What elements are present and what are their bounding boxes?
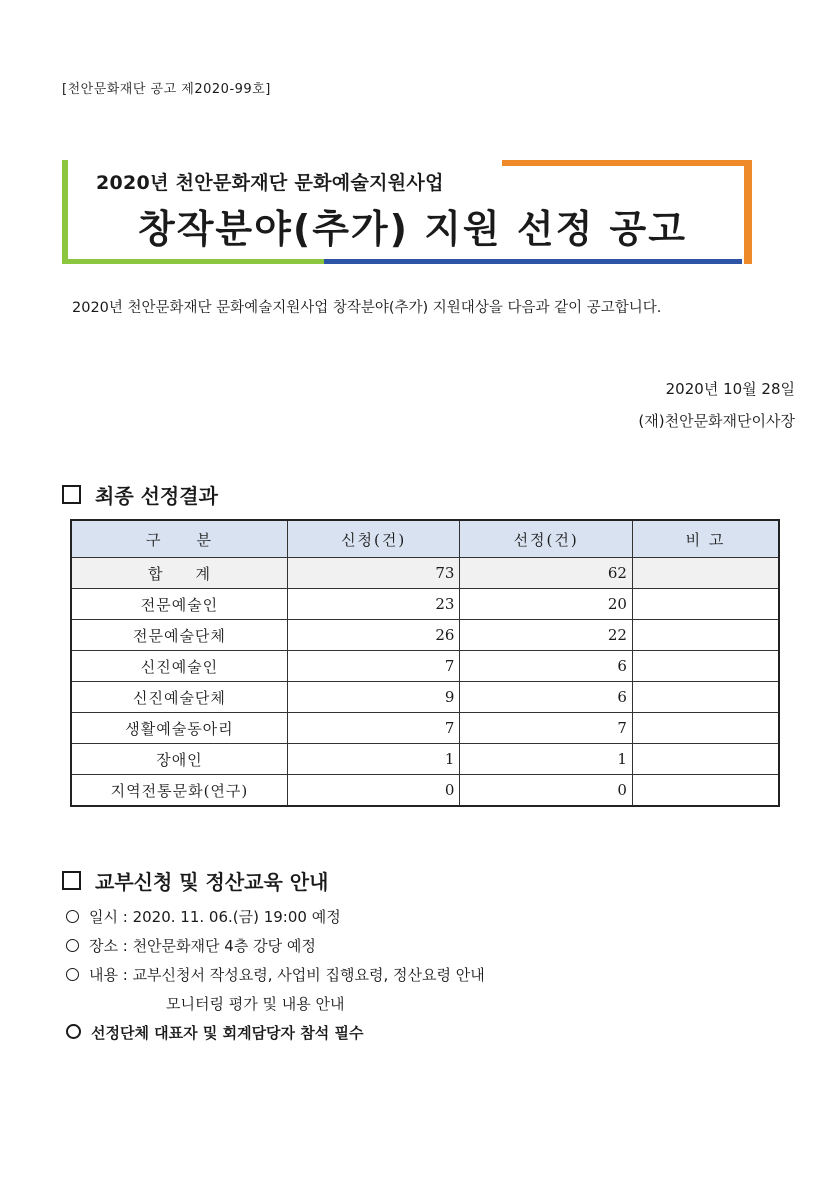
section-education-title: 교부신청 및 정산교육 안내	[95, 870, 329, 894]
row-applied: 7	[287, 713, 460, 744]
circle-bullet-icon	[66, 939, 79, 952]
row-selected: 1	[460, 744, 633, 775]
table-row	[71, 775, 779, 807]
info-item-content-continued	[166, 993, 344, 1014]
row-applied: 7	[287, 651, 460, 682]
info-text: 모니터링 평가 및 내용 안내	[166, 995, 345, 1013]
row-selected: 7	[460, 713, 633, 744]
table-row	[71, 651, 779, 682]
intro-text: 2020년 천안문화재단 문화예술지원사업 창작분야(추가) 지원대상을 다음과 같이 공고합니다.	[72, 300, 662, 316]
row-applied: 9	[287, 682, 460, 713]
table-row	[71, 744, 779, 775]
row-note	[632, 713, 779, 744]
header-applied: 신청(건)	[287, 520, 460, 558]
row-selected: 0	[460, 775, 633, 807]
table-row	[71, 713, 779, 744]
title-border-green	[62, 160, 68, 264]
table-header-row	[71, 520, 779, 558]
announcement-date: 2020년 10월 28일	[665, 380, 795, 398]
row-note	[632, 744, 779, 775]
row-category: 생활예술동아리	[71, 713, 287, 744]
row-category: 지역전통문화(연구)	[71, 775, 287, 807]
page-title: 창작분야(추가) 지원 선정 공고	[138, 207, 687, 251]
info-text: 내용 : 교부신청서 작성요령, 사업비 집행요령, 정산요령 안내	[89, 966, 485, 984]
header-note: 비 고	[632, 520, 779, 558]
info-text: 일시 : 2020. 11. 06.(금) 19:00 예정	[89, 908, 341, 926]
signer: (재)천안문화재단이사장	[638, 412, 795, 430]
row-note	[632, 775, 779, 807]
row-applied: 1	[287, 744, 460, 775]
title-subtitle: 2020년 천안문화재단 문화예술지원사업	[96, 172, 444, 194]
attendance-notice	[66, 1022, 363, 1043]
row-note	[632, 682, 779, 713]
row-selected: 6	[460, 682, 633, 713]
row-category: 신진예술단체	[71, 682, 287, 713]
row-category: 신진예술인	[71, 651, 287, 682]
table-row-total	[71, 558, 779, 589]
title-border-blue	[324, 259, 742, 264]
row-selected: 62	[460, 558, 633, 589]
title-border-orange-top	[502, 160, 752, 166]
table-row	[71, 620, 779, 651]
row-note	[632, 620, 779, 651]
section-result-title: 최종 선정결과	[95, 484, 218, 508]
row-applied: 23	[287, 589, 460, 620]
row-category: 전문예술단체	[71, 620, 287, 651]
info-text: 장소 : 천안문화재단 4층 강당 예정	[89, 937, 316, 955]
title-box	[62, 160, 752, 264]
table-row	[71, 589, 779, 620]
title-border-orange	[744, 160, 752, 264]
row-selected: 20	[460, 589, 633, 620]
circle-bullet-icon	[66, 1024, 81, 1039]
checkbox-square-icon	[62, 485, 81, 504]
notice-number: [천안문화재단 공고 제2020-99호]	[62, 82, 271, 97]
row-applied: 73	[287, 558, 460, 589]
row-note	[632, 589, 779, 620]
checkbox-square-icon	[62, 871, 81, 890]
info-item-location	[66, 935, 316, 956]
circle-bullet-icon	[66, 968, 79, 981]
row-category: 전문예술인	[71, 589, 287, 620]
row-note	[632, 651, 779, 682]
notice-text: 선정단체 대표자 및 회계담당자 참석 필수	[91, 1024, 364, 1042]
row-category: 장애인	[71, 744, 287, 775]
row-note	[632, 558, 779, 589]
info-item-datetime	[66, 906, 341, 927]
info-item-content	[66, 964, 485, 985]
row-selected: 22	[460, 620, 633, 651]
header-category: 구 분	[71, 520, 287, 558]
row-applied: 26	[287, 620, 460, 651]
row-selected: 6	[460, 651, 633, 682]
row-applied: 0	[287, 775, 460, 807]
header-selected: 선정(건)	[460, 520, 633, 558]
section-result-heading	[62, 480, 218, 509]
result-table	[70, 519, 780, 807]
row-category: 합 계	[71, 558, 287, 589]
table-row	[71, 682, 779, 713]
title-border-green-bottom	[62, 259, 324, 264]
section-education-heading	[62, 866, 328, 895]
circle-bullet-icon	[66, 910, 79, 923]
